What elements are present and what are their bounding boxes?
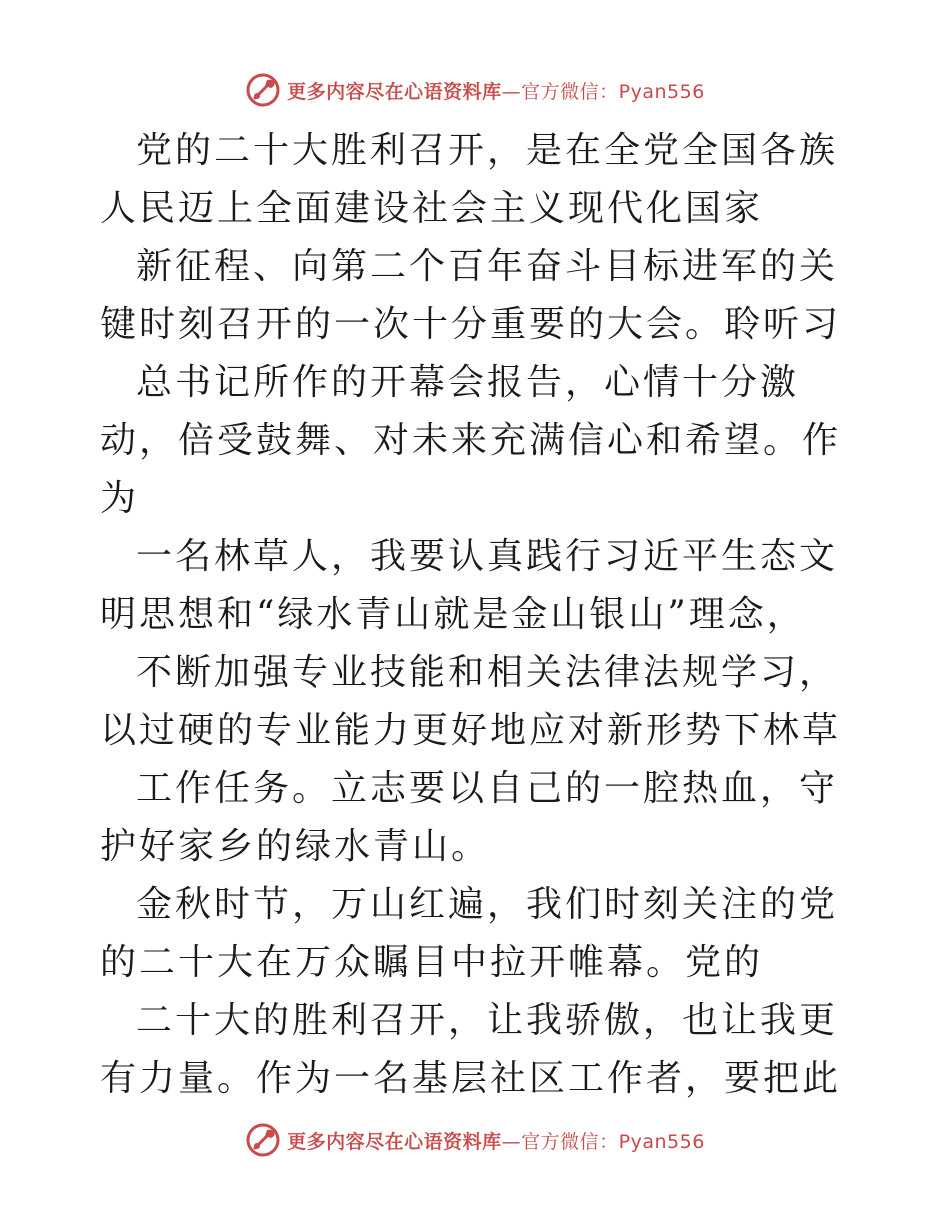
document-body bbox=[100, 122, 860, 1108]
watermark-contact: —官方微信：Pyan556 bbox=[501, 1130, 705, 1153]
paragraph: 新征程、向第二个百年奋斗目标进军的关键时刻召开的一次十分重要的大会。聆听习 bbox=[100, 246, 842, 345]
header-watermark bbox=[0, 70, 950, 110]
footer-watermark bbox=[0, 1120, 950, 1160]
quill-logo-icon bbox=[245, 1122, 281, 1158]
paragraph: 金秋时节，万山红遍，我们时刻关注的党的二十大在万众瞩目中拉开帷幕。党的 bbox=[100, 884, 839, 983]
paragraph: 一名林草人，我要认真践行习近平生态文明思想和“绿水青山就是金山银山”理念， bbox=[100, 536, 839, 635]
watermark-contact: —官方微信：Pyan556 bbox=[501, 80, 705, 103]
paragraph: 二十大的胜利召开，让我骄傲，也让我更有力量。作为一名基层社区工作者，要把此 bbox=[100, 1000, 842, 1099]
watermark-brand: 更多内容尽在心语资料库 bbox=[287, 1130, 502, 1153]
paragraph: 不断加强专业技能和相关法律法规学习，以过硬的专业能力更好地应对新形势下林草 bbox=[100, 652, 842, 751]
watermark-text bbox=[287, 77, 705, 104]
paragraph: 党的二十大胜利召开，是在全党全国各族人民迈上全面建设社会主义现代化国家 bbox=[100, 130, 839, 229]
paragraph: 工作任务。立志要以自己的一腔热血，守护好家乡的绿水青山。 bbox=[100, 768, 839, 867]
paragraph: 总书记所作的开幕会报告，心情十分激动，倍受鼓舞、对未来充满信心和希望。作为 bbox=[100, 362, 842, 519]
watermark-text bbox=[287, 1127, 705, 1154]
quill-logo-icon bbox=[245, 72, 281, 108]
watermark-brand: 更多内容尽在心语资料库 bbox=[287, 80, 502, 103]
